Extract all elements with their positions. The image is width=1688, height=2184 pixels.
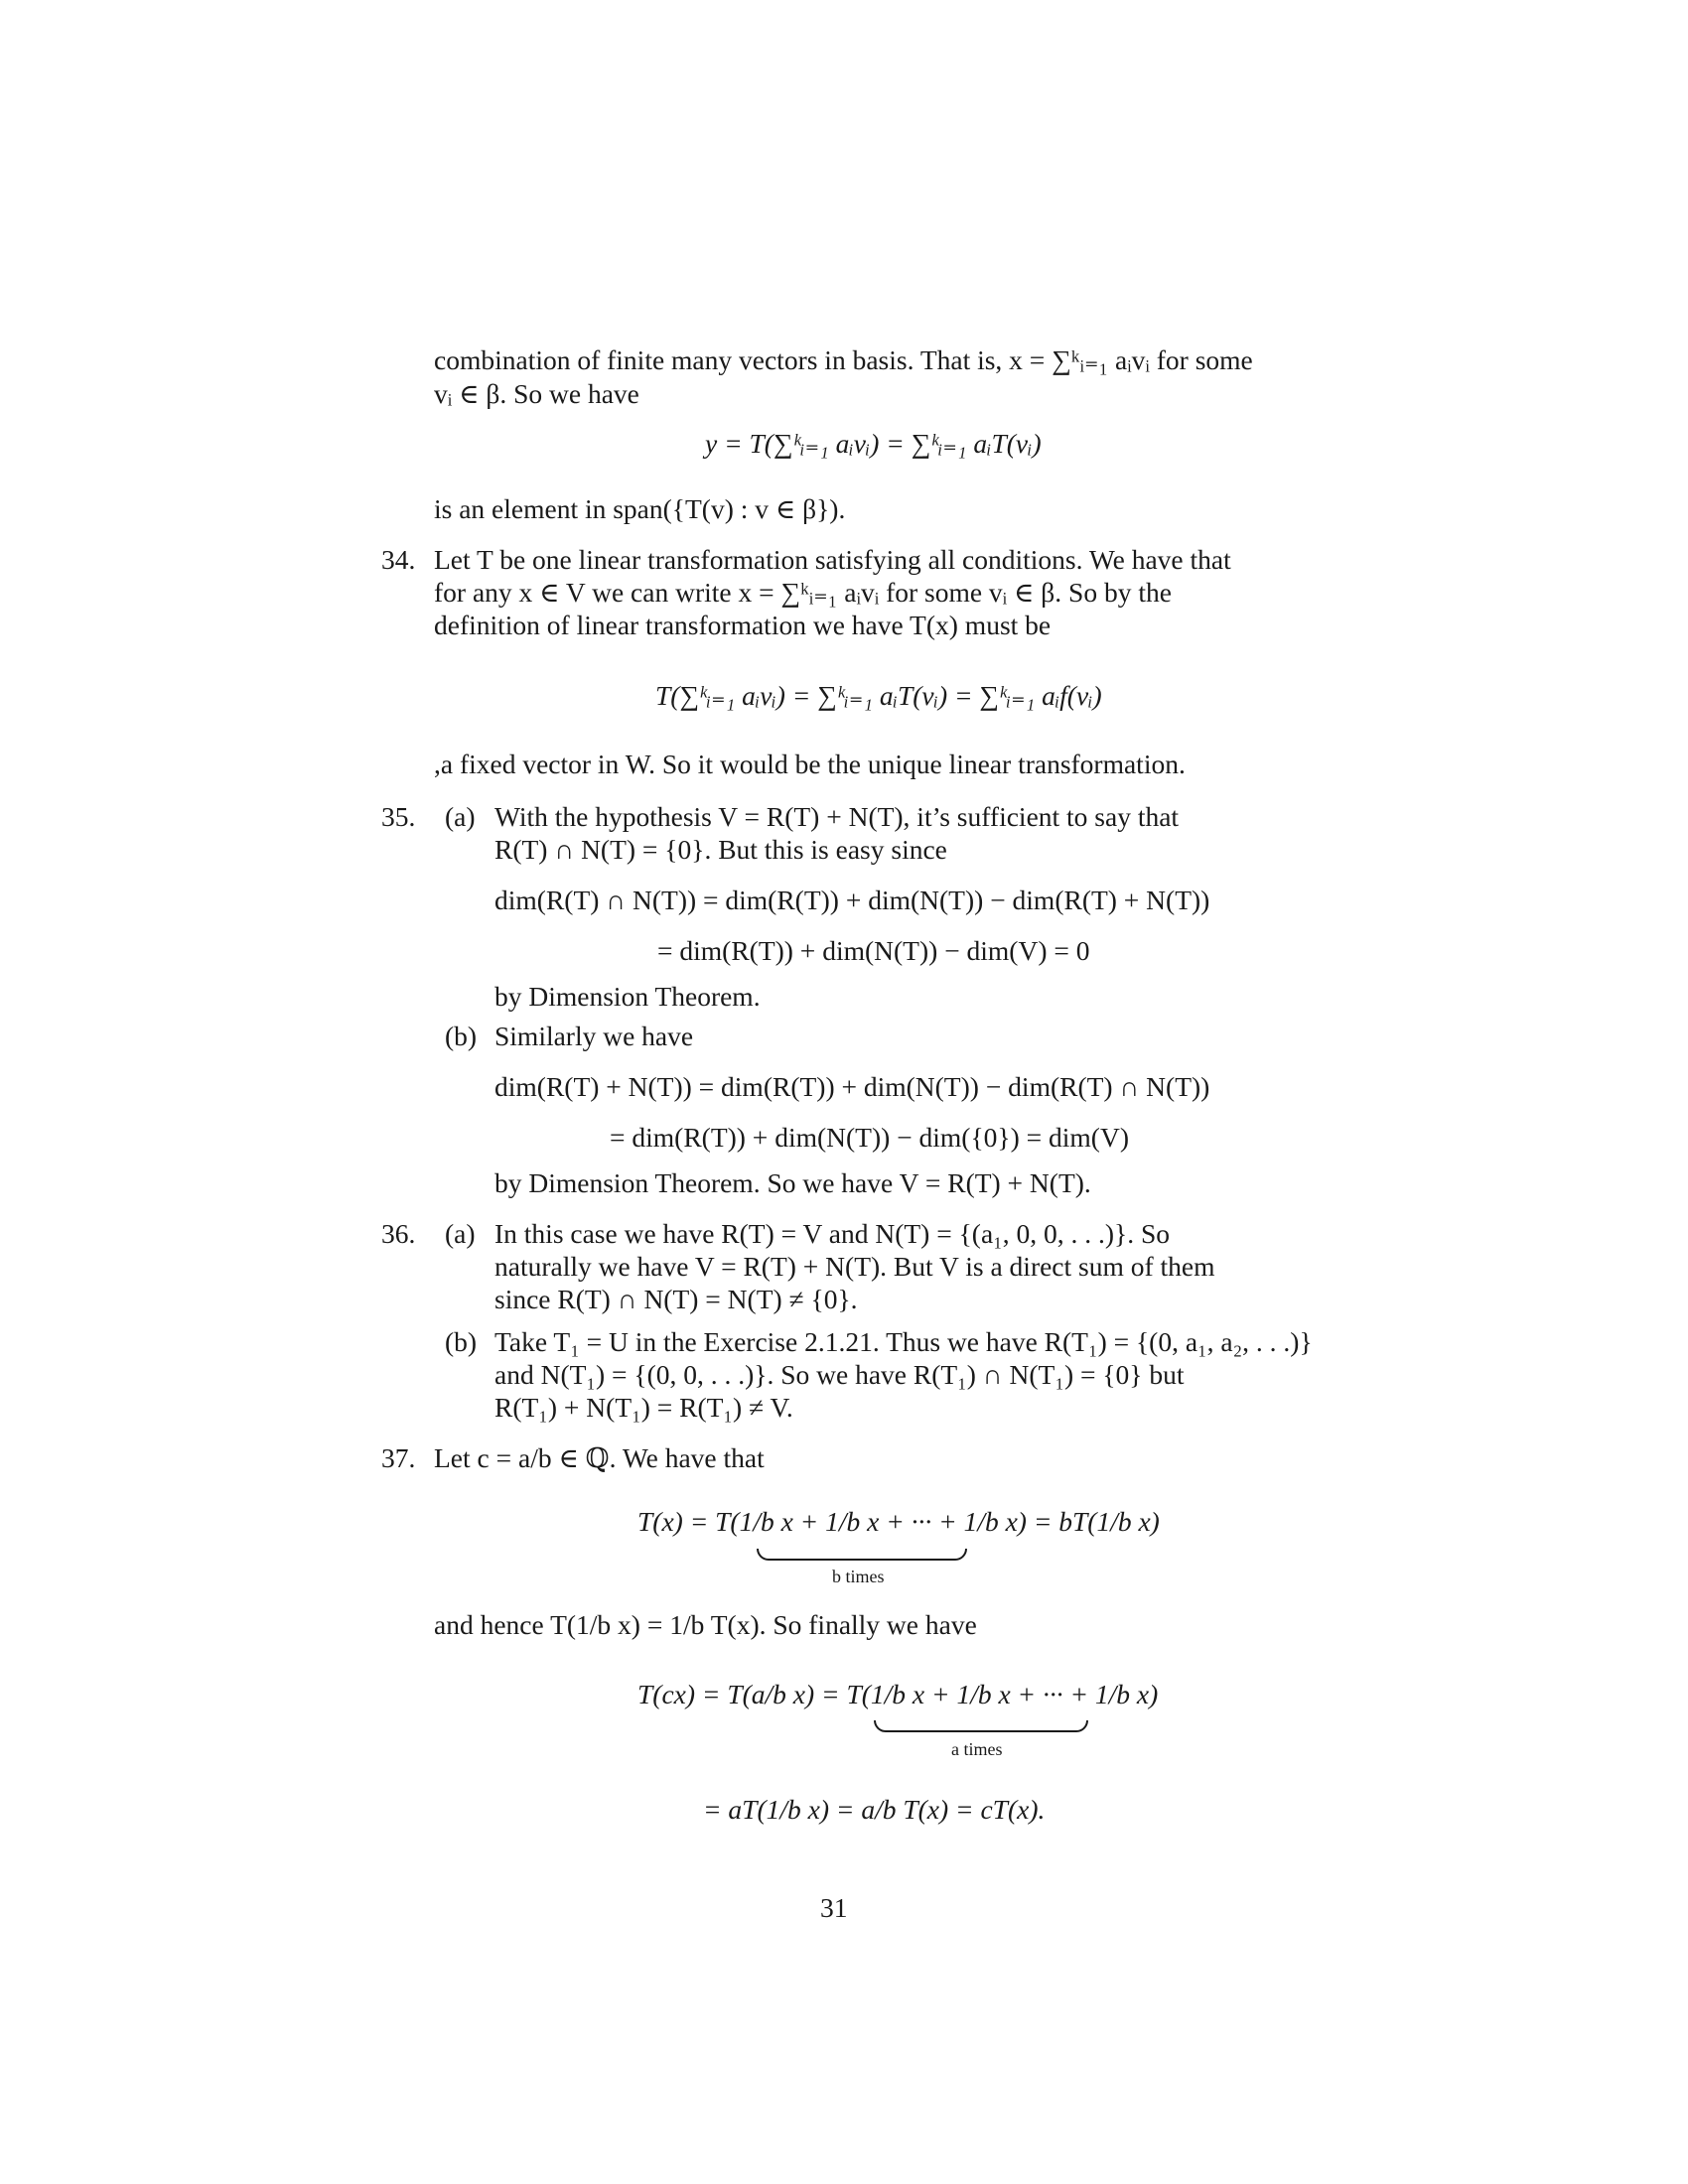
subitem-tag: (b) — [445, 1326, 478, 1357]
page-number: 31 — [820, 1892, 848, 1923]
text-line: R(T₁) + N(T₁) = R(T₁) ≠ V. — [494, 1392, 793, 1423]
item-number-37: 37. — [381, 1442, 416, 1473]
text-line: ,a fixed vector in W. So it would be the unique linear transformation. — [434, 749, 1186, 779]
text-line: naturally we have V = R(T) + N(T). But V is a direct sum of them — [494, 1251, 1215, 1282]
text-line: since R(T) ∩ N(T) = N(T) ≠ {0}. — [494, 1284, 858, 1314]
text-line: Similarly we have — [494, 1021, 694, 1051]
text-line: Take T₁ = U in the Exercise 2.1.21. Thus we have R(T₁) = {(0, a₁, a₂, . . .)} — [494, 1326, 1313, 1357]
subitem-tag: (a) — [445, 801, 476, 832]
text-line: Let T be one linear transformation satisfying all conditions. We have that — [434, 544, 1231, 575]
text-line: vᵢ ∈ β. So we have — [434, 378, 639, 409]
text-line: Let c = a/b ∈ ℚ. We have that — [434, 1442, 765, 1473]
subitem-tag: (a) — [445, 1218, 476, 1249]
underbrace — [874, 1720, 1088, 1732]
underbrace-label: b times — [832, 1567, 885, 1586]
text-line: by Dimension Theorem. So we have V = R(T) + N(T). — [494, 1167, 1091, 1198]
item-number-34: 34. — [381, 544, 416, 575]
subitem-tag: (b) — [445, 1021, 478, 1051]
equation-1: y = T(∑ᵏᵢ₌₁ aᵢvᵢ) = ∑ᵏᵢ₌₁ aᵢT(vᵢ) — [705, 428, 1042, 459]
text-line: R(T) ∩ N(T) = {0}. But this is easy since — [494, 834, 947, 865]
equation-3b: = dim(R(T)) + dim(N(T)) − dim(V) = 0 — [657, 935, 1090, 966]
item-number-36: 36. — [381, 1218, 416, 1249]
text-line: for any x ∈ V we can write x = ∑ᵏᵢ₌₁ aᵢvᵢ for some vᵢ ∈ β. So by the — [434, 577, 1172, 608]
underbrace-label: a times — [951, 1739, 1003, 1759]
text-line: and N(T₁) = {(0, 0, . . .)}. So we have R(T₁) ∩ N(T₁) = {0} but — [494, 1359, 1185, 1390]
equation-7: = aT(1/b x) = a/b T(x) = cT(x). — [703, 1794, 1046, 1825]
equation-6: T(cx) = T(a/b x) = T(1/b x + 1/b x + ··· + 1/b x) — [637, 1679, 1159, 1709]
item-number-35: 35. — [381, 801, 416, 832]
text-line: combination of finite many vectors in basis. That is, x = ∑ᵏᵢ₌₁ aᵢvᵢ for some — [434, 344, 1253, 375]
text-line: by Dimension Theorem. — [494, 981, 761, 1012]
text-line: definition of linear transformation we have T(x) must be — [434, 610, 1052, 640]
underbrace — [757, 1549, 967, 1561]
text-line: and hence T(1/b x) = 1/b T(x). So finally we have — [434, 1609, 977, 1640]
text-line: With the hypothesis V = R(T) + N(T), it’s sufficient to say that — [494, 801, 1180, 832]
equation-4a: dim(R(T) + N(T)) = dim(R(T)) + dim(N(T)) − dim(R(T) ∩ N(T)) — [494, 1071, 1210, 1102]
equation-4b: = dim(R(T)) + dim(N(T)) − dim({0}) = dim(V) — [610, 1122, 1129, 1153]
equation-2: T(∑ᵏᵢ₌₁ aᵢvᵢ) = ∑ᵏᵢ₌₁ aᵢT(vᵢ) = ∑ᵏᵢ₌₁ aᵢf(vᵢ) — [655, 680, 1102, 711]
equation-3a: dim(R(T) ∩ N(T)) = dim(R(T)) + dim(N(T)) − dim(R(T) + N(T)) — [494, 885, 1210, 915]
text-line: In this case we have R(T) = V and N(T) = {(a₁, 0, 0, . . .)}. So — [494, 1218, 1171, 1249]
text-line: is an element in span({T(v) : v ∈ β}). — [434, 493, 846, 524]
equation-5: T(x) = T(1/b x + 1/b x + ··· + 1/b x) = bT(1/b x) — [637, 1506, 1160, 1537]
